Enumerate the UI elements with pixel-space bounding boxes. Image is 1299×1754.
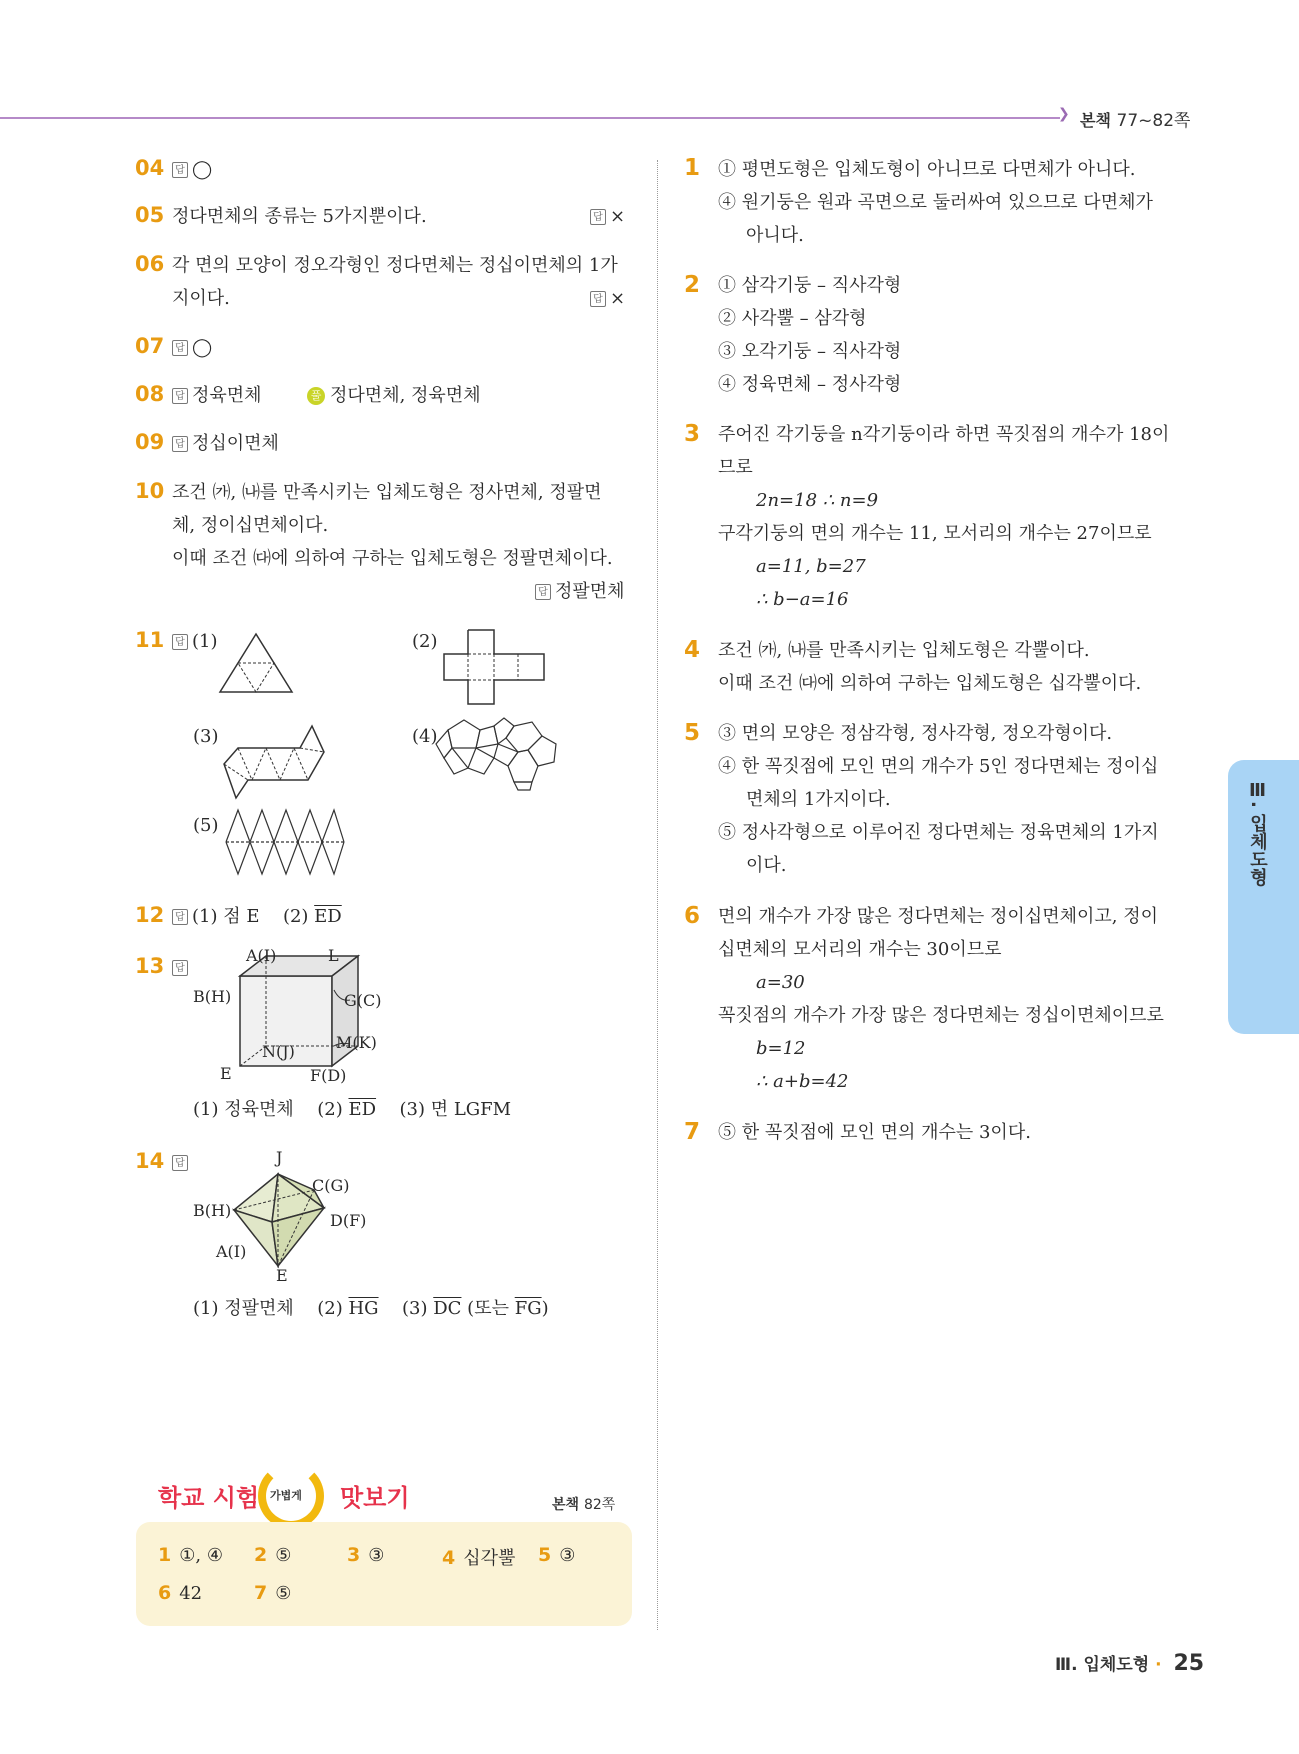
chapter-side-tab-label: Ⅲ. 입체도형 (1247, 780, 1268, 887)
footer-chapter: Ⅲ. 입체도형 (1055, 1655, 1150, 1675)
quiz-answer-box (136, 1522, 632, 1626)
question-number: 07 (135, 334, 165, 358)
answer-mark-icon: 답 (172, 162, 188, 178)
answer-text: 정팔면체 (555, 581, 625, 602)
vertex-label: G(C) (344, 991, 382, 1010)
solution-10-line1: 조건 ㈎, ㈏를 만족시키는 입체도형은 정사면체, 정팔면 (172, 482, 602, 503)
answer-08 (172, 379, 481, 412)
quiz-answer (254, 1544, 291, 1566)
quiz-answer-number: 7 (254, 1582, 268, 1604)
quiz-answer-text: 십각뿔 (463, 1548, 516, 1569)
answer-07 (172, 331, 212, 364)
segment-label: $\overline{HG}$ (348, 1298, 379, 1319)
answer-mark-icon: 답 (172, 960, 188, 976)
question-number: 09 (135, 430, 165, 454)
pageref-label: 본책 (1080, 111, 1111, 130)
quiz-answer (538, 1544, 575, 1566)
question-number: 11 (135, 628, 165, 652)
problem-number: 7 (684, 1119, 701, 1145)
solution-line: 십면체의 모서리의 개수는 30이므로 (718, 939, 1002, 960)
answer-mark-icon: 답 (535, 584, 551, 600)
solution-line: ① 평면도형은 입체도형이 아니므로 다면체가 아니다. (718, 159, 1136, 180)
solution-line: 주어진 각기둥을 n각기둥이라 하면 꼭짓점의 개수가 18이 (718, 424, 1170, 445)
vertex-label: C(G) (312, 1176, 350, 1195)
solution-mark-icon: 풀 (307, 387, 325, 405)
segment-label: $\overline{FG}$ (514, 1298, 542, 1319)
quiz-answer (254, 1582, 291, 1604)
column-divider (657, 160, 658, 1630)
problem-number: 2 (684, 272, 701, 298)
vertex-label: N(J) (262, 1042, 295, 1061)
vertex-label: J (276, 1148, 283, 1167)
answer-text: 정십이면체 (192, 433, 279, 454)
question-number: 14 (135, 1149, 165, 1173)
quiz-answer-number: 1 (158, 1544, 172, 1566)
quiz-answer-text: ⑤ (275, 1583, 292, 1604)
question-number: 04 (135, 156, 165, 180)
page-reference (1080, 106, 1190, 131)
quiz-answer-text: ③ (368, 1545, 385, 1566)
solution-line: 면체의 1가지이다. (746, 789, 891, 810)
page-number: 25 (1173, 1651, 1205, 1676)
chevron-right-icon: ❯ (1058, 106, 1070, 122)
answer-14 (172, 1146, 192, 1179)
vertex-label: E (276, 1266, 288, 1285)
problem-number: 3 (684, 421, 701, 447)
answer-05 (590, 200, 625, 233)
vertex-label: L (328, 946, 339, 965)
dodecahedron-net-figure (434, 716, 560, 792)
quiz-answer (158, 1544, 223, 1566)
header-rule (0, 117, 1060, 119)
answer-13-parts (193, 1093, 511, 1126)
answer-14-parts (193, 1292, 549, 1325)
answer-text: × (610, 206, 626, 227)
vertex-label: M(K) (336, 1033, 377, 1052)
answer-part: (2) (317, 1298, 349, 1319)
solution-line: ① 삼각기둥 – 직사각형 (718, 275, 902, 296)
quiz-answer-text: 42 (179, 1583, 203, 1604)
solution-10-line2: 체, 정이십면체이다. (172, 515, 329, 536)
answer-04 (172, 153, 212, 186)
answer-part: (3) (402, 1298, 434, 1319)
page-footer (1055, 1650, 1204, 1676)
answer-mark-icon: 답 (172, 340, 188, 356)
quiz-ref-page: 82쪽 (583, 1497, 616, 1513)
solution-05-text: 정다면체의 종류는 5가지뿐이다. (172, 206, 427, 227)
solution-line: ④ 한 꼭짓점에 모인 면의 개수가 5인 정다면체는 정이십 (718, 756, 1159, 777)
solution-line: 구각기둥의 면의 개수는 11, 모서리의 개수는 27이므로 (718, 523, 1152, 544)
solution-line: ⑤ 한 꼭짓점에 모인 면의 개수는 3이다. (718, 1122, 1031, 1143)
solution-line: ② 사각뿔 – 삼각형 (718, 308, 867, 329)
answer-10 (535, 575, 625, 608)
answer-mark-icon: 답 (172, 1155, 188, 1171)
part-label: (1) (192, 631, 218, 652)
question-number: 13 (135, 954, 165, 978)
vertex-label: E (220, 1064, 232, 1083)
solution-equation: ∴ b−a=16 (756, 589, 849, 610)
answer-part: ) (541, 1298, 549, 1319)
solution-equation: a=11, b=27 (756, 556, 866, 577)
answer-part: (1) 점 E (192, 906, 260, 927)
answer-mark-icon: 답 (590, 291, 606, 307)
part-label: (3) (193, 726, 219, 747)
quiz-answer-number: 5 (538, 1544, 552, 1566)
part-label: (2) (412, 631, 438, 652)
solution-06-line1: 각 면의 모양이 정오각형인 정다면체는 정십이면체의 1가 (172, 255, 618, 276)
solution-line: ④ 정육면체 – 정사각형 (718, 374, 902, 395)
solution-line: ③ 오각기둥 – 직사각형 (718, 341, 902, 362)
vertex-label: B(H) (193, 1201, 232, 1220)
answer-part: (또는 (461, 1298, 515, 1319)
answer-part: (3) 면 LGFM (399, 1099, 512, 1120)
question-number: 05 (135, 203, 165, 227)
quiz-answer-text: ⑤ (275, 1545, 292, 1566)
octahedron-net-figure (222, 722, 328, 802)
cube-net-figure (442, 628, 550, 708)
answer-text: ◯ (192, 159, 213, 180)
answer-text: 정육면체 (192, 385, 262, 406)
answer-mark-icon: 답 (172, 634, 188, 650)
problem-number: 6 (684, 903, 701, 929)
quiz-answer-number: 3 (347, 1544, 361, 1566)
quiz-answer-number: 2 (254, 1544, 268, 1566)
solution-line: 이다. (746, 855, 787, 876)
answer-part: (2) (317, 1099, 349, 1120)
tetrahedron-net-figure (218, 630, 298, 696)
problem-number: 1 (684, 155, 701, 181)
quiz-answer (158, 1582, 202, 1604)
quiz-page-reference (552, 1494, 615, 1514)
solution-line: ④ 원기둥은 원과 곡면으로 둘러싸여 있으므로 다면체가 (718, 192, 1153, 213)
quiz-answer (347, 1544, 384, 1566)
answer-mark-icon: 답 (172, 909, 188, 925)
answer-text: × (610, 288, 626, 309)
answer-part: (1) 정육면체 (193, 1099, 294, 1120)
answer-mark-icon: 답 (172, 388, 188, 404)
footer-separator: · (1155, 1655, 1162, 1675)
solution-06-line2: 지이다. (172, 288, 230, 309)
vertex-label: A(I) (246, 946, 277, 965)
solution-line: 면의 개수가 가장 많은 정다면체는 정이십면체이고, 정이 (718, 906, 1158, 927)
quiz-answer-text: ①, ④ (179, 1545, 223, 1566)
answer-text: ◯ (192, 337, 213, 358)
solution-line: 아니다. (746, 225, 804, 246)
question-number: 06 (135, 252, 165, 276)
vertex-label: F(D) (310, 1066, 347, 1085)
solution-equation: b=12 (756, 1038, 806, 1059)
answer-part: (2) (282, 906, 315, 927)
quiz-title-left: 학교 시험 (158, 1484, 260, 1512)
answer-mark-icon: 답 (172, 436, 188, 452)
answer-part: (1) 정팔면체 (193, 1298, 294, 1319)
answer-06 (590, 282, 625, 315)
answer-13 (172, 951, 192, 984)
answer-12 (172, 900, 342, 933)
solution-10-line3: 이때 조건 ㈐에 의하여 구하는 입체도형은 정팔면체이다. (172, 548, 613, 569)
segment-label: $\overline{ED}$ (348, 1099, 377, 1120)
vertex-label: D(F) (330, 1211, 367, 1230)
vertex-label: B(H) (193, 987, 232, 1006)
segment-label: $\overline{ED}$ (314, 906, 342, 927)
answer-11 (172, 625, 218, 658)
solution-line: 므로 (718, 457, 753, 478)
solution-equation: 2n=18 ∴ n=9 (756, 490, 879, 511)
question-number: 08 (135, 382, 165, 406)
answer-mark-icon: 답 (590, 209, 606, 225)
pageref-range: 77~82쪽 (1116, 111, 1191, 131)
solution-equation: a=30 (756, 972, 805, 993)
segment-label: $\overline{DC}$ (433, 1298, 462, 1319)
solution-line: ③ 면의 모양은 정삼각형, 정사각형, 정오각형이다. (718, 723, 1113, 744)
question-number: 10 (135, 479, 165, 503)
problem-number: 4 (684, 637, 701, 663)
quiz-answer-number: 6 (158, 1582, 172, 1604)
question-number: 12 (135, 903, 165, 927)
quiz-title-mid: 가볍게 (270, 1489, 302, 1502)
icosahedron-net-figure (224, 808, 346, 876)
solution-line: ⑤ 정사각형으로 이루어진 정다면체는 정육면체의 1가지 (718, 822, 1159, 843)
solution-text: 정다면체, 정육면체 (330, 385, 481, 406)
quiz-answer-number: 4 (442, 1547, 456, 1569)
vertex-label: A(I) (216, 1242, 247, 1261)
part-label: (4) (412, 726, 438, 747)
solution-line: 이때 조건 ㈐에 의하여 구하는 입체도형은 십각뿔이다. (718, 673, 1142, 694)
quiz-ref-label: 본책 (552, 1497, 580, 1513)
solution-equation: ∴ a+b=42 (756, 1071, 849, 1092)
solution-line: 조건 ㈎, ㈏를 만족시키는 입체도형은 각뿔이다. (718, 640, 1090, 661)
answer-09 (172, 427, 279, 460)
solution-line: 꼭짓점의 개수가 가장 많은 정다면체는 정십이면체이므로 (718, 1005, 1164, 1026)
part-label: (5) (193, 815, 219, 836)
quiz-answer-text: ③ (559, 1545, 576, 1566)
quiz-title-right: 맛보기 (340, 1484, 410, 1512)
quiz-answer (442, 1544, 515, 1570)
problem-number: 5 (684, 720, 701, 746)
